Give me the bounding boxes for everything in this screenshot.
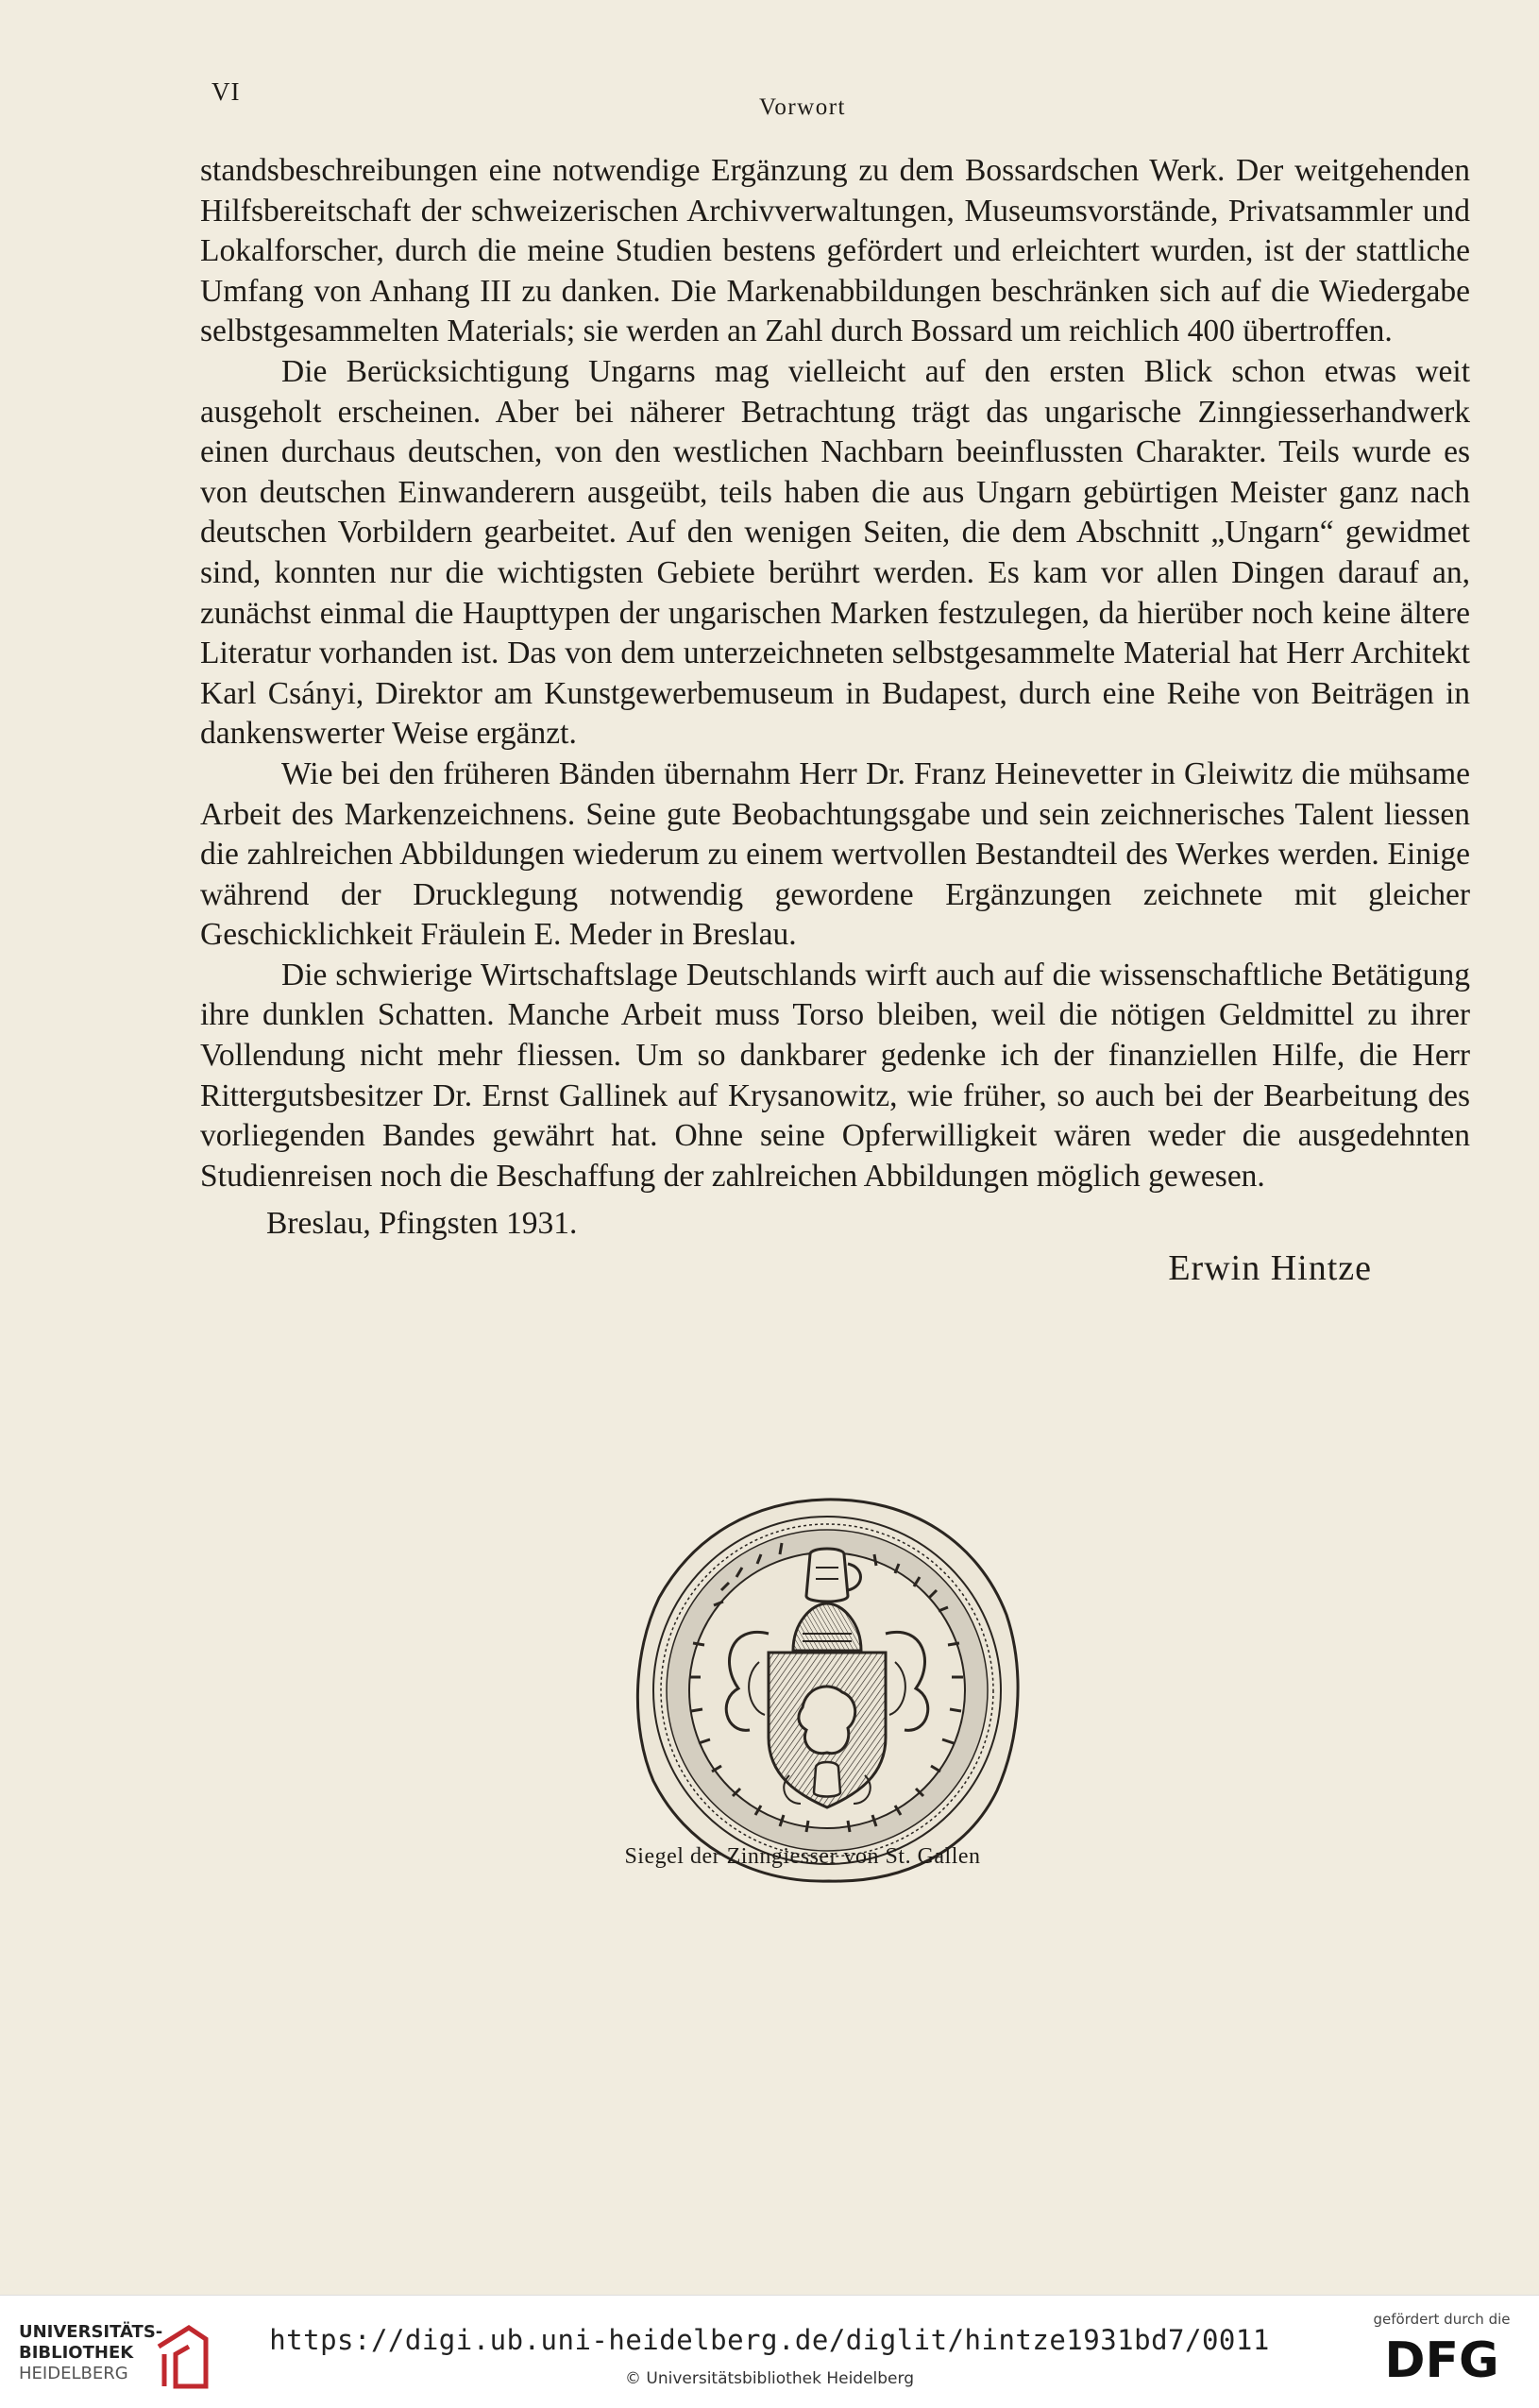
- dfg-funding-badge[interactable]: [1363, 2311, 1520, 2396]
- page-number: VI: [211, 77, 241, 106]
- library-name-line3: HEIDELBERG: [19, 2364, 128, 2383]
- paragraph-2: Die Berücksichtigung Ungarns mag vielleicht auf den ersten Blick schon etwas weit ausgeholt erscheinen. Aber bei näherer Betrachtung trägt das ungarische Zinngiesserhandwerk einen durchaus deutschen, von den westlichen Nachbarn beeinflussten Charakter. Teils wurde es von deutschen Einwanderern ausgeübt, teils haben die aus Ungarn gebürtigen Meister ganz nach deutschen Vorbildern gearbeitet. Auf den wenigen Seiten, die dem Abschnitt „Ungarn“ gewidmet sind, konnten nur die wichtigsten Gebiete berührt werden. Es kam vor allen Dingen darauf an, zunächst einmal die Haupttypen der ungarischen Marken festzulegen, da hierüber noch keine ältere Literatur vorhanden ist. Das von dem unterzeichneten selbstgesammelte Material hat Herr Architekt Karl Csányi, Direktor am Kunstgewerbemuseum in Budapest, durch eine Reihe von Beiträgen in dankenswerter Weise ergänzt.: [200, 353, 1470, 752]
- copyright-notice: © Universitätsbibliothek Heidelberg: [624, 2369, 914, 2388]
- viewer-footer: [0, 2295, 1539, 2408]
- author-signature: Erwin Hintze: [1168, 1248, 1372, 1289]
- seal-illustration: [627, 1492, 1023, 1889]
- figure-caption: Siegel der Zinngiesser von St. Gallen: [624, 1844, 981, 1869]
- guild-seal-image: [627, 1492, 1023, 1889]
- dfg-logo-icon: [1371, 2332, 1513, 2384]
- permalink-url[interactable]: https://digi.ub.uni-heidelberg.de/diglit/hintze1931bd7/0011: [269, 2324, 1270, 2356]
- dfg-logo-text: DFG: [1384, 2332, 1499, 2384]
- paragraph-1: standsbeschreibungen eine notwendige Ergänzung zu dem Bossardschen Werk. Der weitgehenden Hilfsbereitschaft der schweizerischen Archivverwaltungen, Museumsvorstände, Privatsammler und Lokalforscher, durch die meine Studien bestens gefördert und erleichtert wurden, ist der stattliche Umfang von Anhang III zu danken. Die Markenabbildungen beschränken sich auf die Wiedergabe selbstgesammelten Materials; sie werden an Zahl durch Bossard um reichlich 400 übertroffen.: [200, 153, 1470, 349]
- library-name-line2: BIBLIOTHEK: [19, 2343, 134, 2363]
- paragraph-3: Wie bei den früheren Bänden übernahm Herr Dr. Franz Heinevetter in Gleiwitz die mühsame Arbeit des Markenzeichnens. Seine gute Beobachtungsgabe und sein zeichnerisches Talent liessen die zahlreichen Abbildungen wiederum zu einem wertvollen Bestandteil des Werkes werden. Einige während der Drucklegung notwendig gewordene Ergänzungen zeichnete mit gleicher Geschicklichkeit Fräulein E. Meder in Breslau.: [200, 755, 1470, 953]
- funding-label: gefördert durch die: [1373, 2311, 1511, 2328]
- dateline: Breslau, Pfingsten 1931.: [266, 1206, 578, 1242]
- running-head: Vorwort: [759, 94, 846, 120]
- body-text: [200, 151, 1470, 1289]
- library-name-line1: UNIVERSITÄTS-: [19, 2322, 163, 2342]
- paragraph-4: Die schwierige Wirtschaftslage Deutschlands wirft auch auf die wissenschaftliche Betätigung ihre dunklen Schatten. Manche Arbeit muss Torso bleiben, weil die nötigen Geldmittel zu ihrer Vollendung nicht mehr fliessen. Um so dankbarer gedenke ich der finanziellen Hilfe, die Herr Rittergutsbesitzer Dr. Ernst Gallinek auf Krysanowitz, wie früher, so auch bei der Bearbeitung des vorliegenden Bandes gewährt hat. Ohne seine Opferwilligkeit wären weder die ausgedehnten Studienreisen noch die Beschaffung der zahlreichen Abbildungen möglich gewesen.: [200, 957, 1470, 1194]
